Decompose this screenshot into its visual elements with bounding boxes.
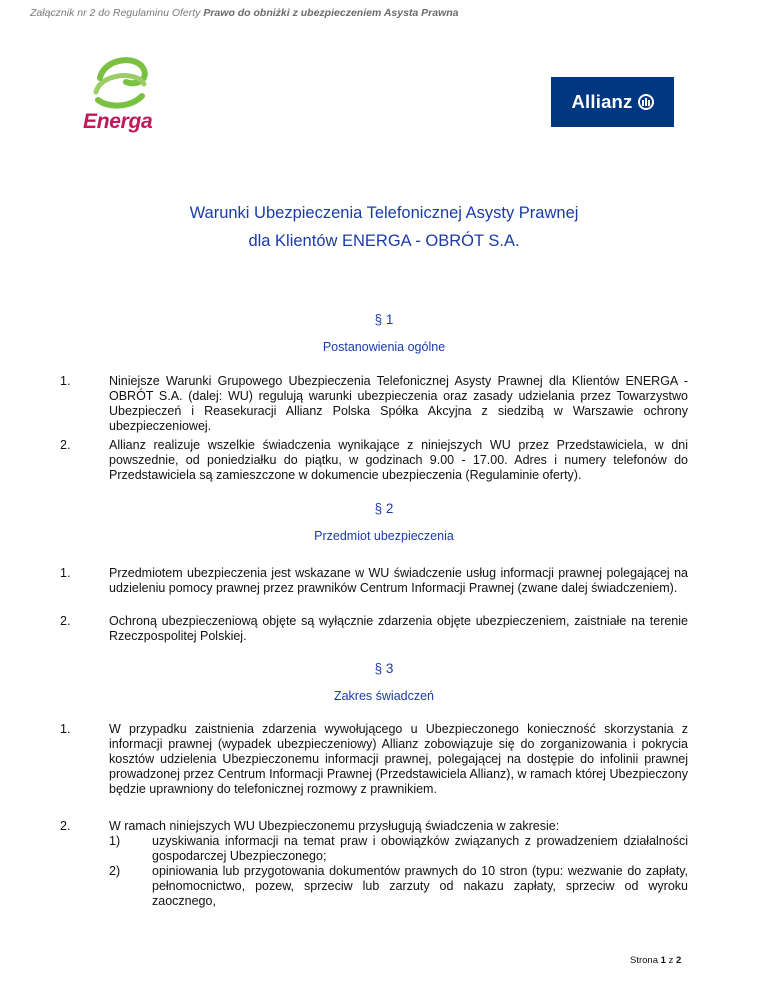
section-sign: § 2 xyxy=(374,501,394,516)
section-1-item-2 xyxy=(60,438,688,483)
item-sublist xyxy=(109,834,688,909)
section-3-heading xyxy=(0,661,768,703)
header-note-prefix: Załącznik nr 2 do Regulaminu Oferty xyxy=(30,7,201,19)
document-title-line2: dla Klientów ENERGA - OBRÓT S.A. xyxy=(248,232,520,250)
allianz-eagle-icon xyxy=(638,94,654,110)
footer-separator: z xyxy=(668,955,674,966)
item-number: 2. xyxy=(60,819,71,833)
section-sign: § 1 xyxy=(374,312,394,327)
section-2-item-1 xyxy=(60,566,688,596)
allianz-logo xyxy=(551,77,674,127)
section-name: Zakres świadczeń xyxy=(333,689,435,703)
section-3-item-1 xyxy=(60,722,688,797)
section-name: Przedmiot ubezpieczenia xyxy=(314,529,454,543)
section-3-item-2 xyxy=(60,819,688,909)
page-footer xyxy=(630,955,681,966)
header-note xyxy=(30,7,459,19)
item-number: 2. xyxy=(60,614,71,628)
item-text: Przedmiotem ubezpieczenia jest wskazane w WU świadczenie usług informacji prawnej polegającej na udzieleniu pomocy prawnej przez prawników Centrum Informacji Prawnej (zwane dalej świadczeniem). xyxy=(109,566,688,595)
item-text: Ochroną ubezpieczeniową objęte są wyłącznie zdarzenia objęte ubezpieczeniem, zaistniałe na terenie Rzeczpospolitej Polskiej. xyxy=(109,614,688,643)
footer-page-total: 2 xyxy=(675,955,682,966)
section-2-heading xyxy=(0,501,768,543)
section-1-item-1 xyxy=(60,374,688,434)
footer-page-number: 1 xyxy=(660,955,666,966)
item-text: Niniejsze Warunki Grupowego Ubezpieczenia Telefonicznej Asysty Prawnej dla Klientów ENERGA - OBRÓT S.A. (dalej: WU) regulują warunki ubezpieczenia oraz zasady udzielania przez Towarzystwo Ubezpieczeń i Reasekuracji Allianz Polska Spółka Akcyjna z siedzibą w Warszawie ochrony ubezpieczeniowej. xyxy=(109,374,688,433)
section-1-heading xyxy=(0,312,768,354)
sub-item-number: 2) xyxy=(109,864,121,878)
sub-item-text: opiniowania lub przygotowania dokumentów prawnych do 10 stron (typu: wezwanie do zapłaty, pełnomocnictwo, pozew, sprzeciw lub zarzuty od nakazu zapłaty, sprzeciw od wyroku zaocznego, xyxy=(152,864,688,908)
item-number: 2. xyxy=(60,438,71,452)
sub-item-text: uzyskiwania informacji na temat praw i obowiązków związanych z prowadzeniem działalności gospodarczej Ubezpieczonego; xyxy=(152,834,688,863)
item-number: 1. xyxy=(60,722,71,736)
item-text: Allianz realizuje wszelkie świadczenia wynikające z niniejszych WU przez Przedstawiciela, w dni powszednie, od poniedziałku do piątku, w godzinach 9.00 - 17.00. Adres i numery telefonów do Przedstawiciela są zamieszczone w dokumencie ubezpieczenia (Regulaminie oferty). xyxy=(109,438,688,482)
item-number: 1. xyxy=(60,566,71,580)
sub-item-2 xyxy=(109,864,688,909)
header-note-offer-name: Prawo do obniżki z ubezpieczeniem Asysta Prawna xyxy=(203,7,459,19)
item-number: 1. xyxy=(60,374,71,388)
allianz-logo-text: Allianz xyxy=(571,91,633,112)
sub-item-number: 1) xyxy=(109,834,121,848)
section-2-item-2 xyxy=(60,614,688,644)
sub-item-1 xyxy=(109,834,688,864)
item-text: W przypadku zaistnienia zdarzenia wywołującego u Ubezpieczonego konieczność skorzystania z informacji prawnej (wypadek ubezpieczeniowy) Allianz zobowiązuje się do zorganizowania i pokrycia kosztów udzielenia Ubezpieczonemu informacji prawnej, polegającej na dostępie do infolinii prawnej prowadzonej przez Centrum Informacji Prawnej (Przedstawiciela Allianz), w ramach której Ubezpieczony będzie uprawniony do telefonicznej rozmowy z prawnikiem. xyxy=(109,722,688,796)
footer-label: Strona xyxy=(630,955,658,966)
item-text: W ramach niniejszych WU Ubezpieczonemu przysługują świadczenia w zakresie: xyxy=(109,819,560,833)
section-sign: § 3 xyxy=(374,661,394,676)
section-name: Postanowienia ogólne xyxy=(322,340,446,354)
energa-logo-text: Energa xyxy=(83,110,153,133)
document-title-line1: Warunki Ubezpieczenia Telefonicznej Asysty Prawnej xyxy=(189,204,579,222)
